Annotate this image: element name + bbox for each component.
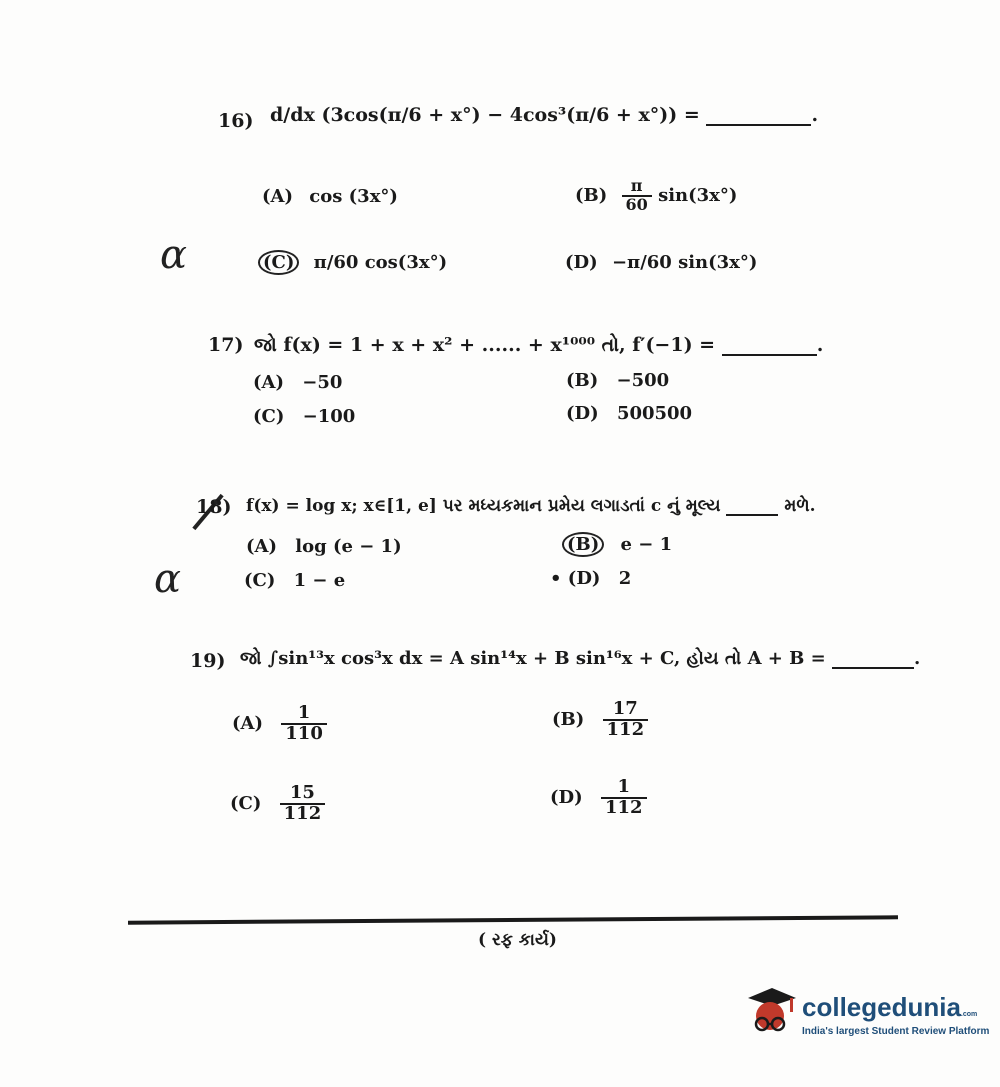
tick-mark-q18: α [154, 556, 182, 602]
q19-option-a [232, 704, 327, 744]
fraction-denominator: 60 [625, 194, 648, 214]
q17-number: 17) [208, 334, 244, 356]
student-mascot-icon [742, 984, 798, 1042]
option-text: −50 [302, 372, 343, 393]
option-label: (C) [253, 406, 285, 427]
q18-stem-end: મળે. [784, 496, 816, 516]
option-label-circled: (C) [258, 250, 299, 275]
option-label: (A) [232, 712, 263, 734]
fraction-denominator: 112 [604, 796, 643, 818]
q18-option-c [244, 570, 345, 591]
option-text: −100 [302, 406, 356, 427]
option-text: −500 [616, 370, 670, 391]
q16-number: 16) [218, 110, 254, 132]
fraction-numerator: 15 [280, 784, 326, 805]
q17-stem-text: જો f(x) = 1 + x + x² + ...... + x¹⁰⁰⁰ તો, f′(−1) = [254, 334, 716, 356]
q19-stem-text: જો ∫sin¹³x cos³x dx = A sin¹⁴x + B sin¹⁶x + C, હોય તો A + B = [240, 648, 826, 669]
option-text: log (e − 1) [295, 536, 402, 557]
option-label: (D) [567, 568, 601, 589]
q19-blank [832, 649, 914, 669]
q19-option-d [550, 778, 647, 818]
option-text: e − 1 [620, 534, 673, 555]
q18-option-a [246, 536, 402, 557]
fraction-numerator: 1 [601, 778, 647, 799]
fraction-denominator: 112 [606, 718, 645, 740]
q17-option-b [566, 370, 669, 391]
option-text: 2 [618, 568, 632, 589]
q17-option-d [566, 403, 692, 424]
bullet-dot: • [550, 568, 562, 589]
q19-number: 19) [190, 650, 226, 672]
q16-option-c [258, 250, 447, 275]
option-label: (B) [575, 184, 608, 206]
logo-suffix: .com [960, 1011, 978, 1018]
fraction-denominator: 112 [283, 802, 322, 824]
fraction-numerator: π [622, 178, 652, 197]
q18-blank [726, 498, 778, 516]
option-label: (C) [230, 792, 262, 814]
q16-option-a [262, 186, 398, 207]
q18-option-b [562, 532, 672, 557]
option-label: (A) [246, 536, 277, 557]
option-fraction [280, 784, 326, 824]
q16-option-d [565, 252, 757, 273]
option-label: (B) [566, 370, 599, 391]
q19-option-b [552, 700, 648, 740]
logo-tagline: India's largest Student Review Platform [802, 1026, 990, 1037]
q17-option-c [253, 406, 355, 427]
option-label: (B) [552, 708, 585, 730]
option-text: π/60 cos(3x°) [313, 252, 448, 273]
option-fraction [603, 700, 649, 740]
option-label: (D) [550, 786, 583, 808]
q16-stem-text: d/dx (3cos(π/6 + x°) − 4cos³(π/6 + x°)) = [270, 104, 700, 126]
q17-blank [722, 336, 817, 356]
q18-option-d [550, 568, 631, 589]
option-fraction [622, 178, 652, 214]
q17-option-a [253, 372, 342, 393]
option-text: cos (3x°) [309, 186, 398, 207]
footer-rule [128, 915, 898, 924]
option-label: (A) [262, 186, 293, 207]
footer-label: ( રફ કાર્ય) [478, 930, 557, 950]
q18-number: 18) [196, 496, 232, 518]
fraction-numerator: 1 [281, 704, 327, 725]
q18-stem [246, 496, 816, 516]
q16-stem: d/dx (3cos(π/6 + x°) − 4cos³(π/6 + x°)) = . [270, 104, 819, 126]
option-label-circled: (B) [562, 532, 604, 557]
option-text: 500500 [616, 403, 693, 424]
option-text: −π/60 sin(3x°) [611, 252, 758, 273]
option-fraction [281, 704, 327, 744]
q17-stem: જો f(x) = 1 + x + x² + ...... + x¹⁰⁰⁰ તો, f′(−1) = . [254, 334, 824, 356]
q19-stem: જો ∫sin¹³x cos³x dx = A sin¹⁴x + B sin¹⁶x + C, હોય તો A + B = . [240, 648, 921, 669]
tick-mark-q16: α [160, 232, 188, 278]
option-text: sin(3x°) [658, 184, 738, 206]
option-label: (A) [253, 372, 284, 393]
q16-option-b [575, 178, 737, 214]
q19-option-c [230, 784, 325, 824]
fraction-numerator: 17 [603, 700, 649, 721]
option-label: (C) [244, 570, 276, 591]
option-label: (D) [565, 252, 598, 273]
q16-blank [706, 104, 811, 126]
q18-stem-text: f(x) = log x; x∈[1, e] પર મધ્યકમાન પ્રમેય લગાડતાં c નું મૂલ્ય [246, 496, 721, 516]
fraction-denominator: 110 [285, 722, 323, 744]
option-fraction [601, 778, 647, 818]
option-text: 1 − e [293, 570, 346, 591]
logo-wordmark: collegedunia [802, 992, 961, 1022]
option-label: (D) [566, 403, 599, 424]
